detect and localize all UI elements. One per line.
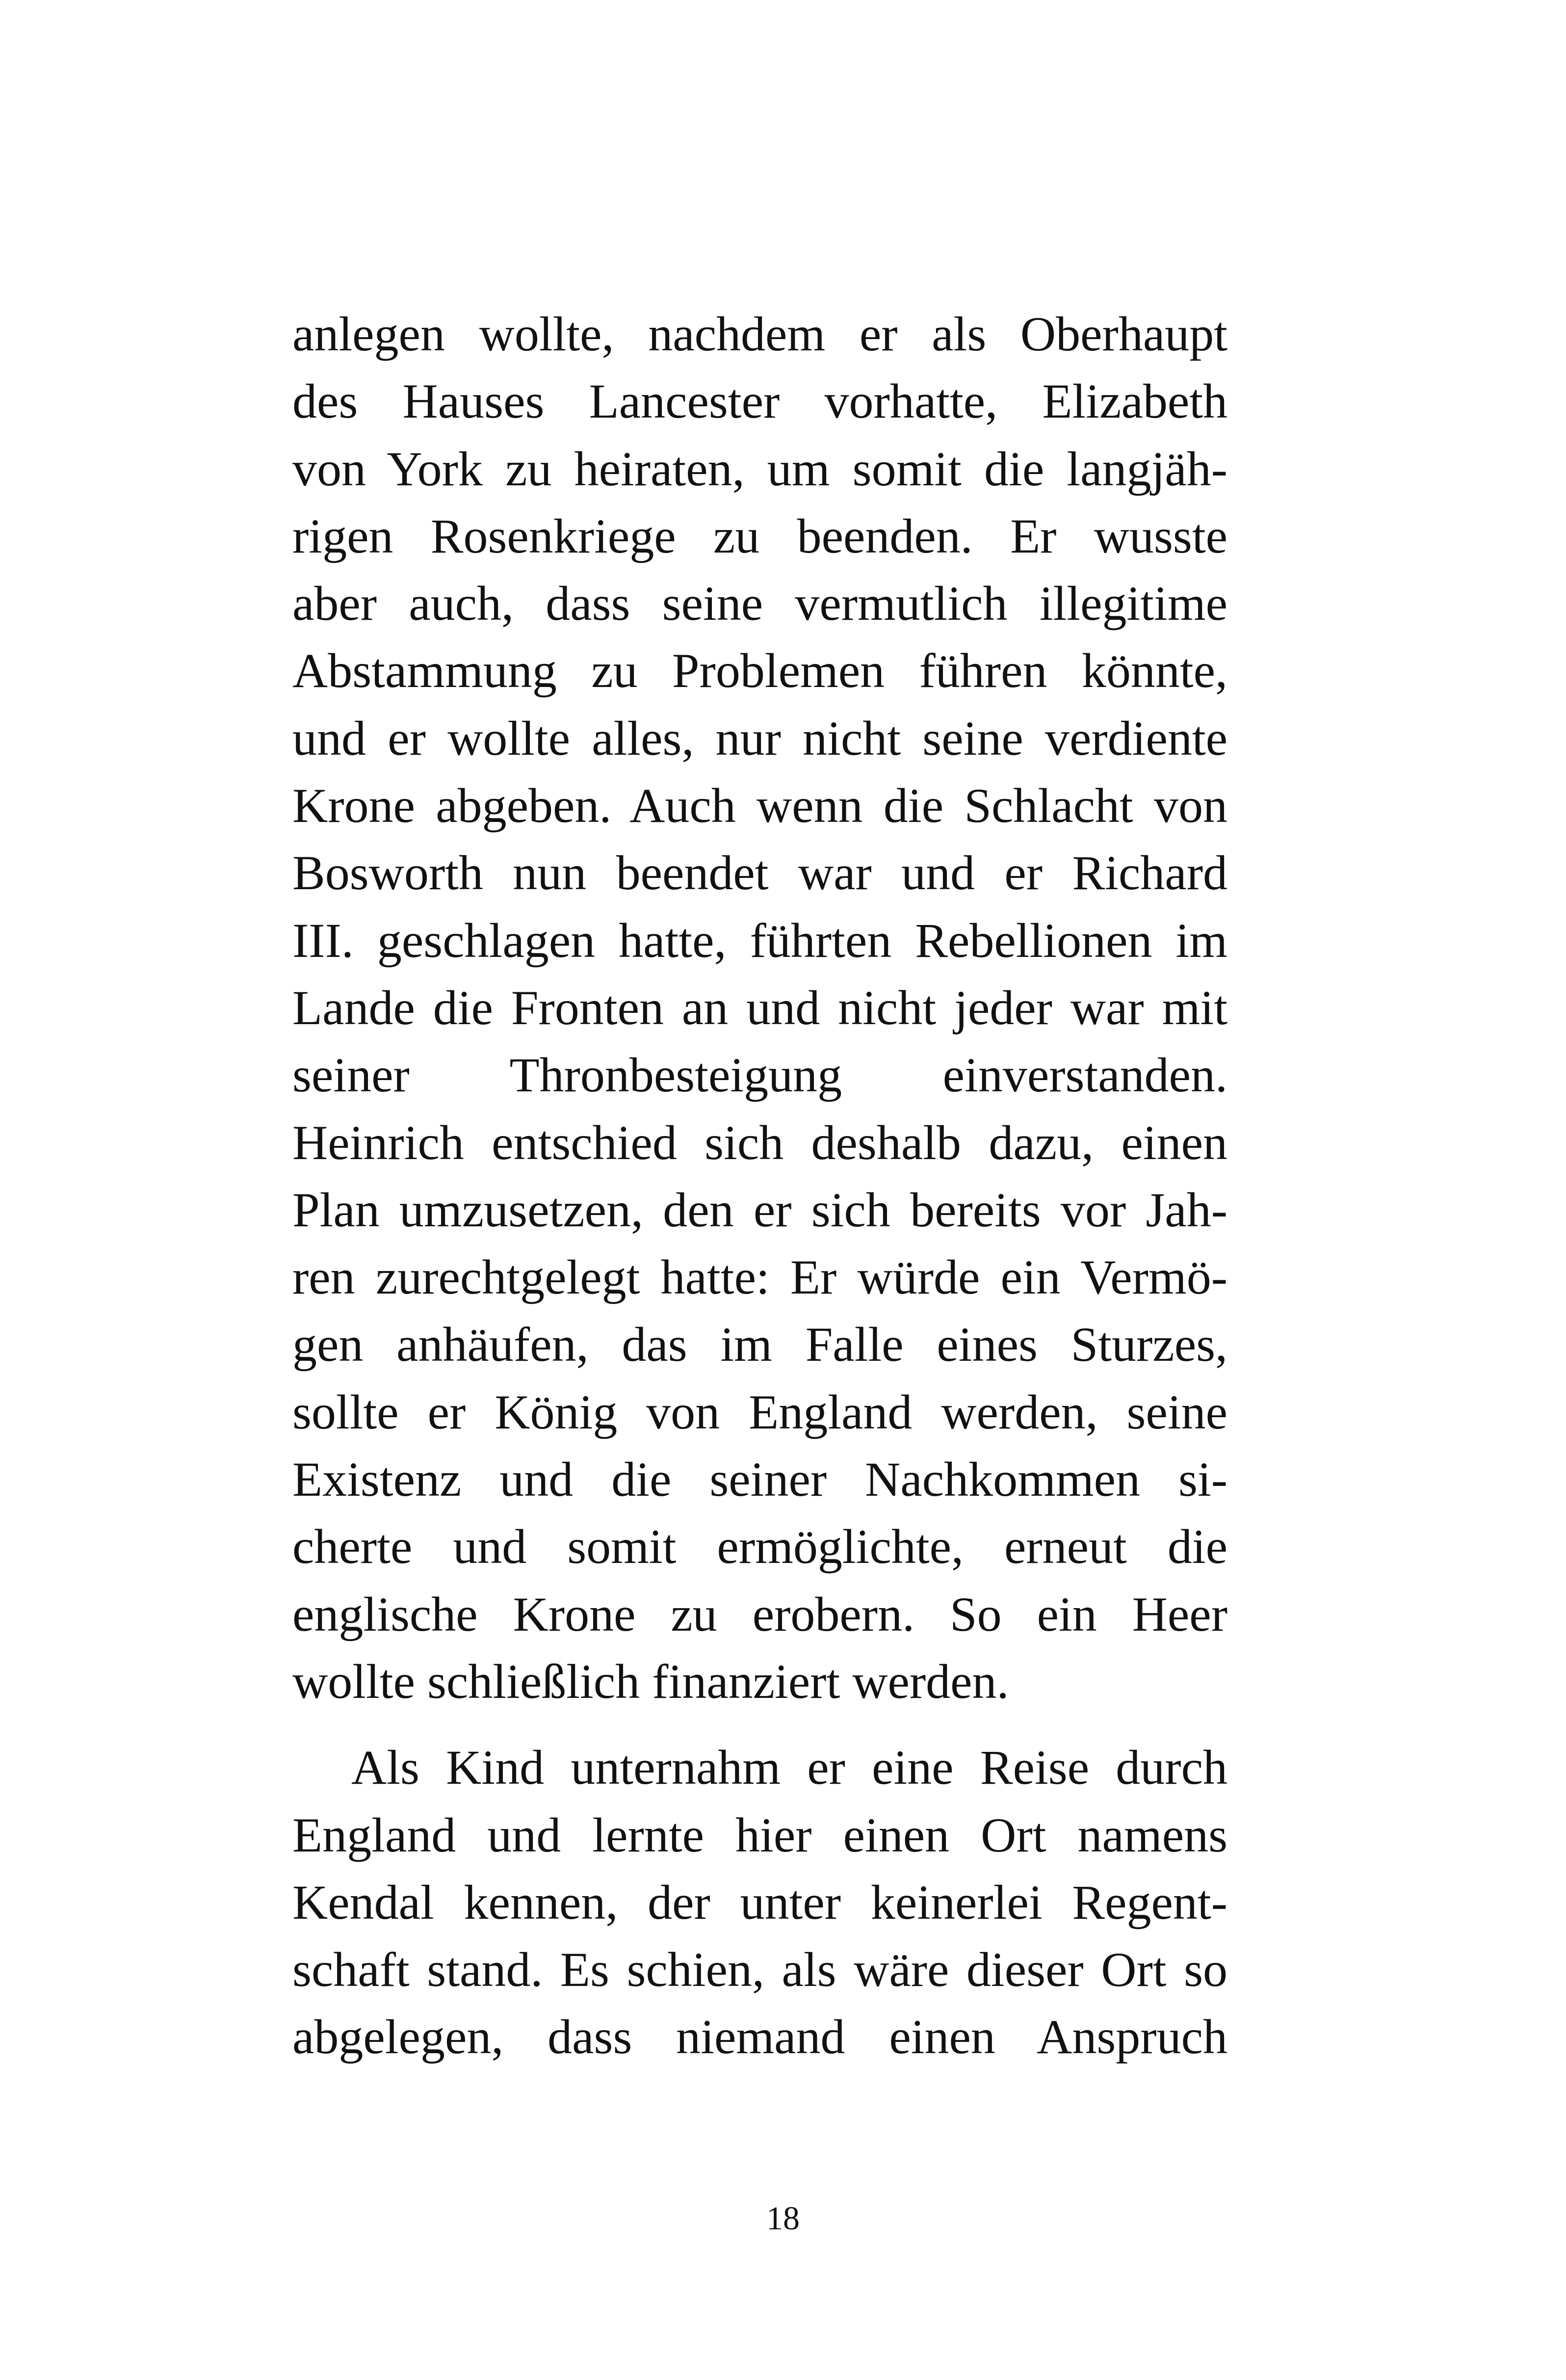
text-line: von York zu heiraten, um somit die langjäh- <box>292 441 1227 496</box>
text-line: ren zurechtgelegt hatte: Er würde ein Vermö- <box>292 1250 1227 1305</box>
text-line: wollte schließlich finanziert werden. <box>292 1654 1009 1709</box>
text-line: gen anhäufen, das im Falle eines Sturzes, <box>292 1317 1227 1372</box>
paragraph-1 <box>292 300 1227 1715</box>
text-line: Plan umzusetzen, den er sich bereits vor Jah- <box>292 1182 1227 1237</box>
text-line: Abstammung zu Problemen führen könnte, <box>292 643 1227 698</box>
text-line: III. geschlagen hatte, führten Rebellionen im <box>292 913 1227 968</box>
body-text <box>292 300 1227 2071</box>
text-line: Krone abgeben. Auch wenn die Schlacht von <box>292 778 1227 833</box>
text-line: englische Krone zu erobern. So ein Heer <box>292 1587 1227 1641</box>
text-line: England und lernte hier einen Ort namens <box>292 1807 1227 1862</box>
text-line: und er wollte alles, nur nicht seine verdiente <box>292 711 1227 766</box>
text-line: Als Kind unternahm er eine Reise durch <box>351 1740 1227 1795</box>
page-number: 18 <box>766 2199 800 2237</box>
text-line: schaft stand. Es schien, als wäre dieser Ort so <box>292 1942 1227 1997</box>
paragraph-gap <box>292 1715 1227 1734</box>
text-line: Kendal kennen, der unter keinerlei Regent- <box>292 1875 1227 1930</box>
text-line: Lande die Fronten an und nicht jeder war mit <box>292 980 1227 1035</box>
text-line: aber auch, dass seine vermutlich illegitime <box>292 576 1227 631</box>
text-line: Heinrich entschied sich deshalb dazu, einen <box>292 1115 1227 1170</box>
text-line: sollte er König von England werden, seine <box>292 1384 1227 1439</box>
text-line: des Hauses Lancester vorhatte, Elizabeth <box>292 374 1227 429</box>
text-line: anlegen wollte, nachdem er als Oberhaupt <box>292 307 1227 361</box>
text-line: cherte und somit ermöglichte, erneut die <box>292 1519 1227 1574</box>
text-line: abgelegen, dass niemand einen Anspruch <box>292 2010 1227 2064</box>
text-line: rigen Rosenkriege zu beenden. Er wusste <box>292 508 1227 563</box>
paragraph-2 <box>292 1734 1227 2070</box>
text-line: Bosworth nun beendet war und er Richard <box>292 846 1227 900</box>
text-line: Existenz und die seiner Nachkommen si- <box>292 1452 1227 1507</box>
text-line: seiner Thronbesteigung einverstanden. <box>292 1048 1227 1103</box>
